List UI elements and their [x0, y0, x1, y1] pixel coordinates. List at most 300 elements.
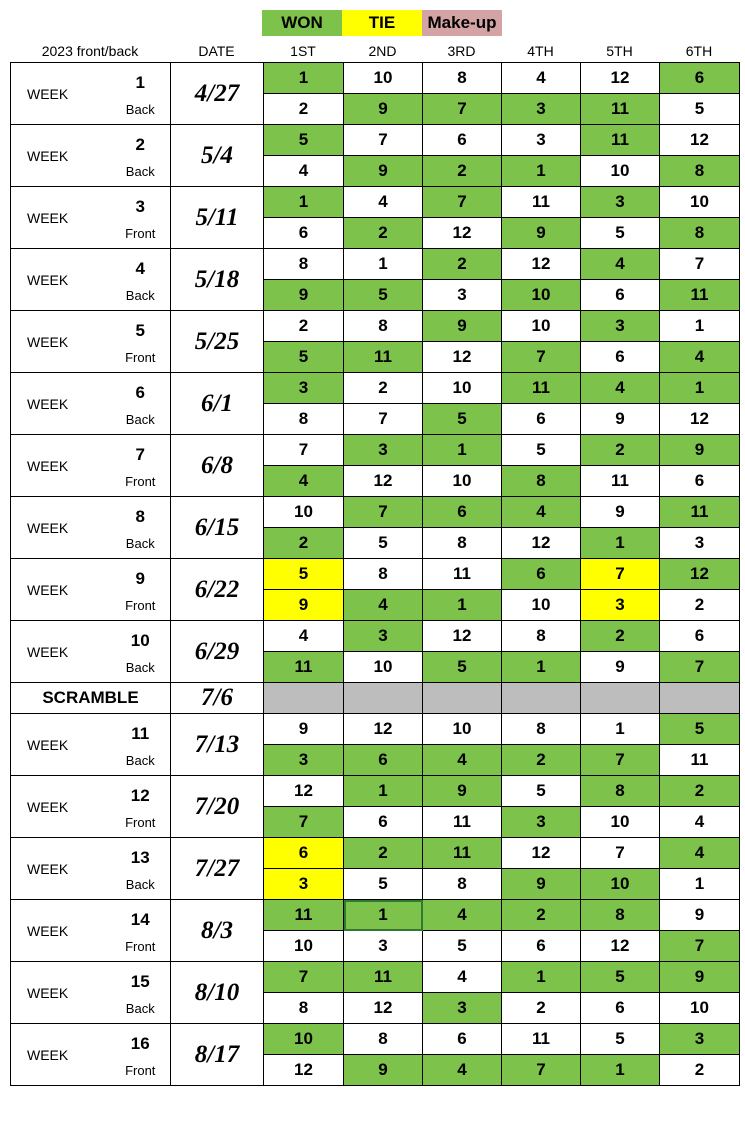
table-row: [11, 497, 740, 528]
front-back-label: Back: [125, 660, 155, 675]
front-back-label: Back: [125, 753, 155, 768]
score-cell[interactable]: 7: [581, 559, 660, 590]
score-cell[interactable]: 10: [581, 156, 660, 187]
score-cell[interactable]: 4: [344, 187, 423, 218]
date-cell: 8/10: [171, 962, 264, 1024]
score-cell[interactable]: 4: [264, 466, 344, 497]
score-cell[interactable]: 7: [502, 1055, 581, 1086]
score-cell[interactable]: 1: [581, 1055, 660, 1086]
score-cell[interactable]: 8: [423, 63, 502, 94]
table-row: [11, 621, 740, 652]
date-cell: 5/25: [171, 311, 264, 373]
score-cell[interactable]: 12: [344, 993, 423, 1024]
score-cell[interactable]: 2: [264, 311, 344, 342]
score-cell[interactable]: 5: [344, 869, 423, 900]
week-number: 13: [130, 848, 150, 867]
week-number-cell: [111, 1024, 171, 1086]
week-label: WEEK: [27, 643, 69, 660]
score-cell[interactable]: 9: [344, 94, 423, 125]
week-number-cell: [111, 559, 171, 621]
score-cell[interactable]: 8: [344, 559, 423, 590]
week-label: WEEK: [27, 457, 69, 474]
score-cell[interactable]: 6: [423, 497, 502, 528]
week-number-cell: [111, 621, 171, 683]
score-cell[interactable]: 4: [660, 342, 740, 373]
score-cell[interactable]: 1: [264, 63, 344, 94]
week-number: 8: [135, 507, 145, 526]
score-cell[interactable]: 5: [423, 652, 502, 683]
front-back-label: Front: [125, 226, 156, 241]
table-row: [11, 311, 740, 342]
score-cell[interactable]: 11: [344, 342, 423, 373]
week-label: WEEK: [27, 519, 69, 536]
week-label-cell: [11, 1024, 111, 1086]
score-cell[interactable]: 2: [660, 590, 740, 621]
date-cell: 5/4: [171, 125, 264, 187]
score-cell[interactable]: 2: [264, 94, 344, 125]
score-cell[interactable]: 5: [264, 342, 344, 373]
score-cell[interactable]: 8: [264, 993, 344, 1024]
table-row: [11, 187, 740, 218]
table-row: [11, 1024, 740, 1055]
date-cell: 4/27: [171, 63, 264, 125]
score-cell[interactable]: 2: [581, 621, 660, 652]
legend-won: WON: [262, 10, 342, 36]
front-back-label: Front: [125, 598, 156, 613]
score-cell[interactable]: 12: [502, 249, 581, 280]
table-row: [11, 373, 740, 404]
score-cell[interactable]: 7: [423, 187, 502, 218]
score-cell[interactable]: 7: [581, 838, 660, 869]
score-cell[interactable]: 7: [660, 931, 740, 962]
score-cell[interactable]: 9: [581, 652, 660, 683]
legend-makeup: Make-up: [422, 10, 502, 36]
score-cell[interactable]: 6: [581, 993, 660, 1024]
front-back-label: Back: [125, 536, 155, 551]
score-cell[interactable]: 2: [344, 373, 423, 404]
score-cell[interactable]: 7: [264, 807, 344, 838]
score-cell[interactable]: 2: [502, 993, 581, 1024]
score-cell[interactable]: 12: [344, 714, 423, 745]
score-cell[interactable]: 6: [344, 807, 423, 838]
score-cell[interactable]: 11: [660, 280, 740, 311]
date-cell: 8/17: [171, 1024, 264, 1086]
score-cell[interactable]: 5: [502, 776, 581, 807]
score-cell[interactable]: 12: [423, 342, 502, 373]
score-cell[interactable]: 9: [581, 497, 660, 528]
score-cell[interactable]: 10: [423, 373, 502, 404]
score-cell[interactable]: 3: [660, 528, 740, 559]
score-cell[interactable]: 5: [660, 94, 740, 125]
week-number: 2: [135, 135, 145, 154]
week-label-cell: [11, 714, 111, 776]
score-cell[interactable]: 9: [344, 156, 423, 187]
score-cell[interactable]: 5: [581, 218, 660, 249]
score-cell[interactable]: 11: [264, 900, 344, 931]
front-back-label: Back: [125, 102, 155, 117]
score-cell[interactable]: 9: [660, 962, 740, 993]
score-cell[interactable]: 4: [264, 156, 344, 187]
week-number: 1: [135, 73, 145, 92]
week-label: WEEK: [27, 984, 69, 1001]
score-cell[interactable]: 3: [581, 311, 660, 342]
score-cell[interactable]: 3: [502, 125, 581, 156]
legend-tie: TIE: [342, 10, 422, 36]
score-cell[interactable]: 8: [581, 900, 660, 931]
score-cell[interactable]: 5: [502, 435, 581, 466]
score-cell[interactable]: 5: [423, 404, 502, 435]
score-cell[interactable]: 4: [581, 373, 660, 404]
week-number-cell: [111, 776, 171, 838]
score-cell[interactable]: 11: [502, 373, 581, 404]
score-cell[interactable]: 9: [581, 404, 660, 435]
score-cell[interactable]: 11: [660, 497, 740, 528]
score-cell[interactable]: 3: [581, 187, 660, 218]
date-header: DATE: [198, 43, 235, 59]
score-cell[interactable]: 4: [581, 249, 660, 280]
score-cell[interactable]: 12: [344, 466, 423, 497]
table-row: [11, 249, 740, 280]
front-back-label: Front: [125, 474, 156, 489]
score-cell[interactable]: 8: [502, 714, 581, 745]
week-number-cell: [111, 435, 171, 497]
date-cell: 6/29: [171, 621, 264, 683]
score-cell[interactable]: 8: [660, 156, 740, 187]
score-cell[interactable]: 6: [660, 63, 740, 94]
score-cell[interactable]: 7: [660, 249, 740, 280]
score-cell[interactable]: 8: [581, 776, 660, 807]
slot-header: 1ST: [290, 43, 316, 59]
week-number: 5: [135, 321, 145, 340]
score-cell[interactable]: 6: [264, 218, 344, 249]
score-cell[interactable]: 4: [423, 745, 502, 776]
score-cell[interactable]: 10: [502, 590, 581, 621]
score-cell[interactable]: 3: [423, 280, 502, 311]
table-row: [11, 63, 740, 94]
score-cell[interactable]: 7: [264, 962, 344, 993]
score-cell[interactable]: 12: [423, 218, 502, 249]
score-cell[interactable]: 8: [423, 869, 502, 900]
week-label-cell: [11, 249, 111, 311]
score-cell[interactable]: 1: [502, 962, 581, 993]
score-cell[interactable]: 6: [502, 931, 581, 962]
score-cell[interactable]: 1: [660, 869, 740, 900]
front-back-label: Front: [125, 350, 156, 365]
score-cell[interactable]: 10: [581, 807, 660, 838]
score-cell[interactable]: 4: [344, 590, 423, 621]
week-label: WEEK: [27, 271, 69, 288]
score-cell[interactable]: 8: [264, 249, 344, 280]
score-cell[interactable]: 2: [264, 528, 344, 559]
score-cell[interactable]: 9: [502, 869, 581, 900]
column-headers: [10, 40, 743, 62]
week-label-cell: [11, 311, 111, 373]
score-cell[interactable]: 9: [660, 900, 740, 931]
score-cell[interactable]: 7: [581, 745, 660, 776]
week-label: WEEK: [27, 736, 69, 753]
week-label-cell: [11, 838, 111, 900]
score-cell[interactable]: 3: [264, 373, 344, 404]
score-cell[interactable]: 11: [423, 838, 502, 869]
score-cell[interactable]: 4: [423, 900, 502, 931]
score-cell[interactable]: 12: [660, 559, 740, 590]
week-number-cell: [111, 249, 171, 311]
score-cell[interactable]: 1: [660, 311, 740, 342]
score-cell[interactable]: 8: [264, 404, 344, 435]
slot-header: 4TH: [527, 43, 554, 59]
week-label-cell: [11, 900, 111, 962]
score-cell[interactable]: 3: [264, 869, 344, 900]
week-number: 6: [135, 383, 145, 402]
legend: [262, 10, 502, 36]
front-back-label: Back: [125, 877, 155, 892]
score-cell[interactable]: 2: [502, 745, 581, 776]
week-number: 12: [130, 786, 150, 805]
front-back-label: Back: [125, 164, 155, 179]
score-cell[interactable]: 5: [581, 962, 660, 993]
score-cell[interactable]: 5: [344, 280, 423, 311]
week-number-cell: [111, 63, 171, 125]
date-cell: 5/11: [171, 187, 264, 249]
score-cell[interactable]: 1: [581, 714, 660, 745]
score-cell[interactable]: 1: [344, 776, 423, 807]
score-cell[interactable]: 12: [660, 125, 740, 156]
score-cell[interactable]: 12: [581, 931, 660, 962]
score-cell[interactable]: 9: [264, 280, 344, 311]
score-cell[interactable]: 7: [344, 125, 423, 156]
score-cell[interactable]: 6: [581, 280, 660, 311]
score-cell[interactable]: 11: [502, 1024, 581, 1055]
score-cell[interactable]: 8: [660, 218, 740, 249]
score-cell[interactable]: 9: [502, 218, 581, 249]
score-cell[interactable]: 5: [344, 528, 423, 559]
slot-header: 3RD: [447, 43, 476, 59]
week-number: 16: [130, 1034, 150, 1053]
week-number-cell: [111, 900, 171, 962]
score-cell[interactable]: 11: [423, 807, 502, 838]
week-label: WEEK: [27, 1046, 69, 1063]
score-cell[interactable]: 3: [344, 621, 423, 652]
score-cell[interactable]: 10: [423, 714, 502, 745]
score-cell[interactable]: 9: [264, 590, 344, 621]
table-row: [11, 962, 740, 993]
score-cell[interactable]: 5: [660, 714, 740, 745]
score-cell[interactable]: 9: [264, 714, 344, 745]
table-row: [11, 838, 740, 869]
score-cell[interactable]: 10: [660, 187, 740, 218]
front-back-label: Front: [125, 1063, 156, 1078]
week-label: WEEK: [27, 85, 69, 102]
score-cell[interactable]: 2: [423, 156, 502, 187]
schedule-table: [10, 62, 740, 1086]
table-row: [11, 714, 740, 745]
score-cell[interactable]: 5: [423, 931, 502, 962]
front-back-label: Back: [125, 1001, 155, 1016]
week-number: 3: [135, 197, 145, 216]
score-cell[interactable]: 8: [502, 621, 581, 652]
table-row: [11, 125, 740, 156]
week-number-cell: [111, 125, 171, 187]
score-cell[interactable]: 4: [502, 63, 581, 94]
score-cell[interactable]: 7: [344, 497, 423, 528]
score-cell[interactable]: 12: [581, 63, 660, 94]
score-cell[interactable]: 6: [423, 125, 502, 156]
week-label: WEEK: [27, 798, 69, 815]
score-cell[interactable]: 2: [344, 218, 423, 249]
score-cell[interactable]: 4: [502, 497, 581, 528]
week-label-cell: [11, 497, 111, 559]
score-cell[interactable]: 1: [423, 590, 502, 621]
score-cell[interactable]: 11: [344, 962, 423, 993]
week-label-cell: [11, 63, 111, 125]
score-cell[interactable]: 4: [423, 1055, 502, 1086]
score-cell[interactable]: 1: [502, 652, 581, 683]
score-cell[interactable]: 2: [581, 435, 660, 466]
front-back-label: Front: [125, 815, 156, 830]
week-label-cell: [11, 621, 111, 683]
score-cell[interactable]: 8: [344, 1024, 423, 1055]
score-cell[interactable]: 11: [581, 466, 660, 497]
score-cell[interactable]: 9: [423, 311, 502, 342]
score-cell[interactable]: 7: [660, 652, 740, 683]
score-cell[interactable]: 6: [264, 838, 344, 869]
score-cell[interactable]: [581, 683, 660, 714]
score-cell[interactable]: 1: [502, 156, 581, 187]
score-cell[interactable]: 3: [502, 94, 581, 125]
date-cell: 7/6: [171, 683, 264, 714]
score-cell[interactable]: 8: [423, 528, 502, 559]
score-cell[interactable]: 1: [660, 373, 740, 404]
score-cell[interactable]: 3: [423, 993, 502, 1024]
week-label: WEEK: [27, 922, 69, 939]
score-cell[interactable]: 10: [264, 931, 344, 962]
score-cell[interactable]: 11: [264, 652, 344, 683]
score-cell[interactable]: 9: [423, 776, 502, 807]
score-cell[interactable]: 10: [660, 993, 740, 1024]
score-cell[interactable]: 2: [344, 838, 423, 869]
score-cell[interactable]: [660, 683, 740, 714]
score-cell[interactable]: 10: [264, 497, 344, 528]
score-cell[interactable]: 5: [581, 1024, 660, 1055]
score-cell[interactable]: 10: [344, 652, 423, 683]
score-cell[interactable]: [423, 683, 502, 714]
score-cell[interactable]: [502, 683, 581, 714]
score-cell[interactable]: 12: [502, 528, 581, 559]
score-cell[interactable]: 6: [344, 745, 423, 776]
score-cell[interactable]: 10: [502, 311, 581, 342]
score-cell[interactable]: 10: [264, 1024, 344, 1055]
score-cell[interactable]: 2: [660, 1055, 740, 1086]
score-cell[interactable]: 10: [423, 466, 502, 497]
date-cell: 7/20: [171, 776, 264, 838]
season-header: 2023 front/back: [41, 43, 139, 59]
score-cell[interactable]: 9: [344, 1055, 423, 1086]
score-cell[interactable]: 3: [344, 435, 423, 466]
score-cell[interactable]: 2: [423, 249, 502, 280]
score-cell[interactable]: 3: [264, 745, 344, 776]
score-cell[interactable]: 12: [264, 776, 344, 807]
score-cell[interactable]: 1: [344, 249, 423, 280]
score-cell[interactable]: 4: [660, 838, 740, 869]
score-cell[interactable]: 11: [660, 745, 740, 776]
score-cell[interactable]: 4: [264, 621, 344, 652]
date-cell: 7/13: [171, 714, 264, 776]
score-cell[interactable]: 11: [581, 125, 660, 156]
date-cell: 6/1: [171, 373, 264, 435]
score-cell[interactable]: 12: [264, 1055, 344, 1086]
score-cell[interactable]: [344, 683, 423, 714]
score-cell[interactable]: 5: [264, 125, 344, 156]
score-cell[interactable]: 5: [264, 559, 344, 590]
score-cell[interactable]: 12: [423, 621, 502, 652]
front-back-label: Front: [125, 939, 156, 954]
score-cell[interactable]: 3: [502, 807, 581, 838]
front-back-label: Back: [125, 288, 155, 303]
front-back-label: Back: [125, 412, 155, 427]
score-cell[interactable]: 11: [581, 94, 660, 125]
score-cell[interactable]: 6: [502, 559, 581, 590]
date-cell: 7/27: [171, 838, 264, 900]
score-cell[interactable]: 3: [660, 1024, 740, 1055]
score-cell[interactable]: 6: [660, 621, 740, 652]
score-cell[interactable]: 9: [660, 435, 740, 466]
score-cell[interactable]: 6: [581, 342, 660, 373]
score-cell[interactable]: 4: [660, 807, 740, 838]
score-cell[interactable]: 10: [581, 869, 660, 900]
week-label-cell: [11, 187, 111, 249]
week-number: 10: [130, 631, 150, 650]
score-cell[interactable]: 8: [502, 466, 581, 497]
week-number-cell: [111, 497, 171, 559]
week-label-cell: [11, 559, 111, 621]
score-cell[interactable]: 12: [660, 404, 740, 435]
score-cell[interactable]: 1: [581, 528, 660, 559]
week-number: 11: [131, 724, 150, 743]
week-number: 4: [135, 259, 145, 278]
date-cell: 5/18: [171, 249, 264, 311]
slot-header: 5TH: [606, 43, 633, 59]
score-cell[interactable]: 12: [502, 838, 581, 869]
slot-header: 6TH: [685, 43, 713, 59]
score-cell[interactable]: 4: [423, 962, 502, 993]
score-cell[interactable]: [264, 683, 344, 714]
score-cell[interactable]: 1: [344, 900, 423, 931]
score-cell[interactable]: 1: [264, 187, 344, 218]
week-label: WEEK: [27, 147, 69, 164]
score-cell[interactable]: 7: [264, 435, 344, 466]
score-cell[interactable]: 3: [581, 590, 660, 621]
week-number-cell: [111, 838, 171, 900]
score-cell[interactable]: 10: [502, 280, 581, 311]
score-cell[interactable]: 2: [502, 900, 581, 931]
week-label-cell: [11, 125, 111, 187]
date-cell: 6/8: [171, 435, 264, 497]
score-cell[interactable]: 3: [344, 931, 423, 962]
score-cell[interactable]: 6: [502, 404, 581, 435]
score-cell[interactable]: 7: [502, 342, 581, 373]
score-cell[interactable]: 11: [423, 559, 502, 590]
score-cell[interactable]: 7: [423, 94, 502, 125]
score-cell[interactable]: 2: [660, 776, 740, 807]
score-cell[interactable]: 6: [660, 466, 740, 497]
score-cell[interactable]: 6: [423, 1024, 502, 1055]
score-cell[interactable]: 1: [423, 435, 502, 466]
score-cell[interactable]: 8: [344, 311, 423, 342]
score-cell[interactable]: 7: [344, 404, 423, 435]
week-number: 14: [130, 910, 150, 929]
score-cell[interactable]: 11: [502, 187, 581, 218]
score-cell[interactable]: 10: [344, 63, 423, 94]
